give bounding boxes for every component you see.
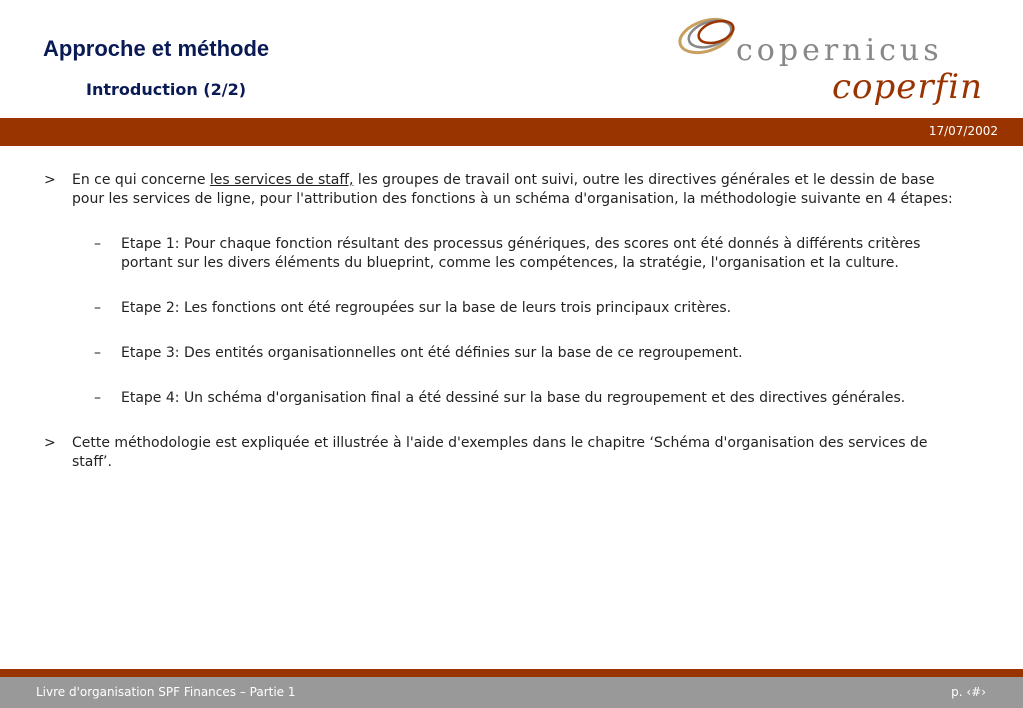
step-item: [94, 389, 964, 408]
bullet-marker: >: [44, 435, 56, 451]
header-band: [0, 118, 1023, 146]
step-text: Etape 4: Un schéma d'organisation final a été dessiné sur la base du regroupement et des directives générales.: [121, 390, 906, 406]
bullet-text: Cette méthodologie est expliquée et illustrée à l'aide d'exemples dans le chapitre ‘Schéma d'organisation des services de staff’.: [72, 435, 928, 470]
bullet-text-suffix: les groupes de travail ont suivi, outre les directives générales et le dessin de base pour les services de ligne, pour l'attribution des fonctions à un schéma d'organisation, la méthodologie suivante en 4 étapes:: [72, 172, 953, 207]
dash-marker: –: [94, 390, 101, 406]
bullet-item: [44, 434, 964, 472]
bullet-item: [44, 171, 964, 209]
slide-title: Approche et méthode: [43, 36, 270, 61]
slide-date: 17/07/2002: [928, 124, 998, 138]
footer-band: [0, 669, 1023, 677]
slide-subtitle: Introduction (2/2): [86, 80, 247, 99]
copernicus-coperfin-logo: [672, 8, 1012, 112]
step-item: [94, 299, 964, 318]
step-text: Etape 2: Les fonctions ont été regroupées sur la base de leurs trois principaux critères.: [121, 300, 732, 316]
logo-swirl-icon: [676, 13, 737, 58]
bullet-text-prefix: En ce qui concerne: [72, 172, 210, 188]
step-text: Etape 1: Pour chaque fonction résultant des processus génériques, des scores ont été donnés à différents critères portant sur les divers éléments du blueprint, comme les compétences, la stratégie, l'organisation et la culture.: [121, 236, 921, 271]
logo-brand-bottom: coperfin: [832, 67, 984, 107]
footer-document-title: Livre d'organisation SPF Finances – Partie 1: [36, 685, 296, 699]
footer-page-number: p. ‹#›: [951, 685, 986, 699]
slide-content: [44, 171, 964, 472]
logo-graphic: [672, 8, 1012, 112]
footer-bar: [0, 677, 1023, 708]
logo-brand-top: copernicus: [736, 33, 943, 68]
step-text: Etape 3: Des entités organisationnelles ont été définies sur la base de ce regroupement.: [121, 345, 743, 361]
step-item: [94, 235, 964, 273]
dash-marker: –: [94, 345, 101, 361]
step-item: [94, 344, 964, 363]
staff-services-link[interactable]: les services de staff,: [209, 172, 354, 188]
dash-marker: –: [94, 300, 101, 316]
dash-marker: –: [94, 236, 101, 252]
steps-list: [94, 235, 964, 408]
bullet-marker: >: [44, 172, 56, 188]
